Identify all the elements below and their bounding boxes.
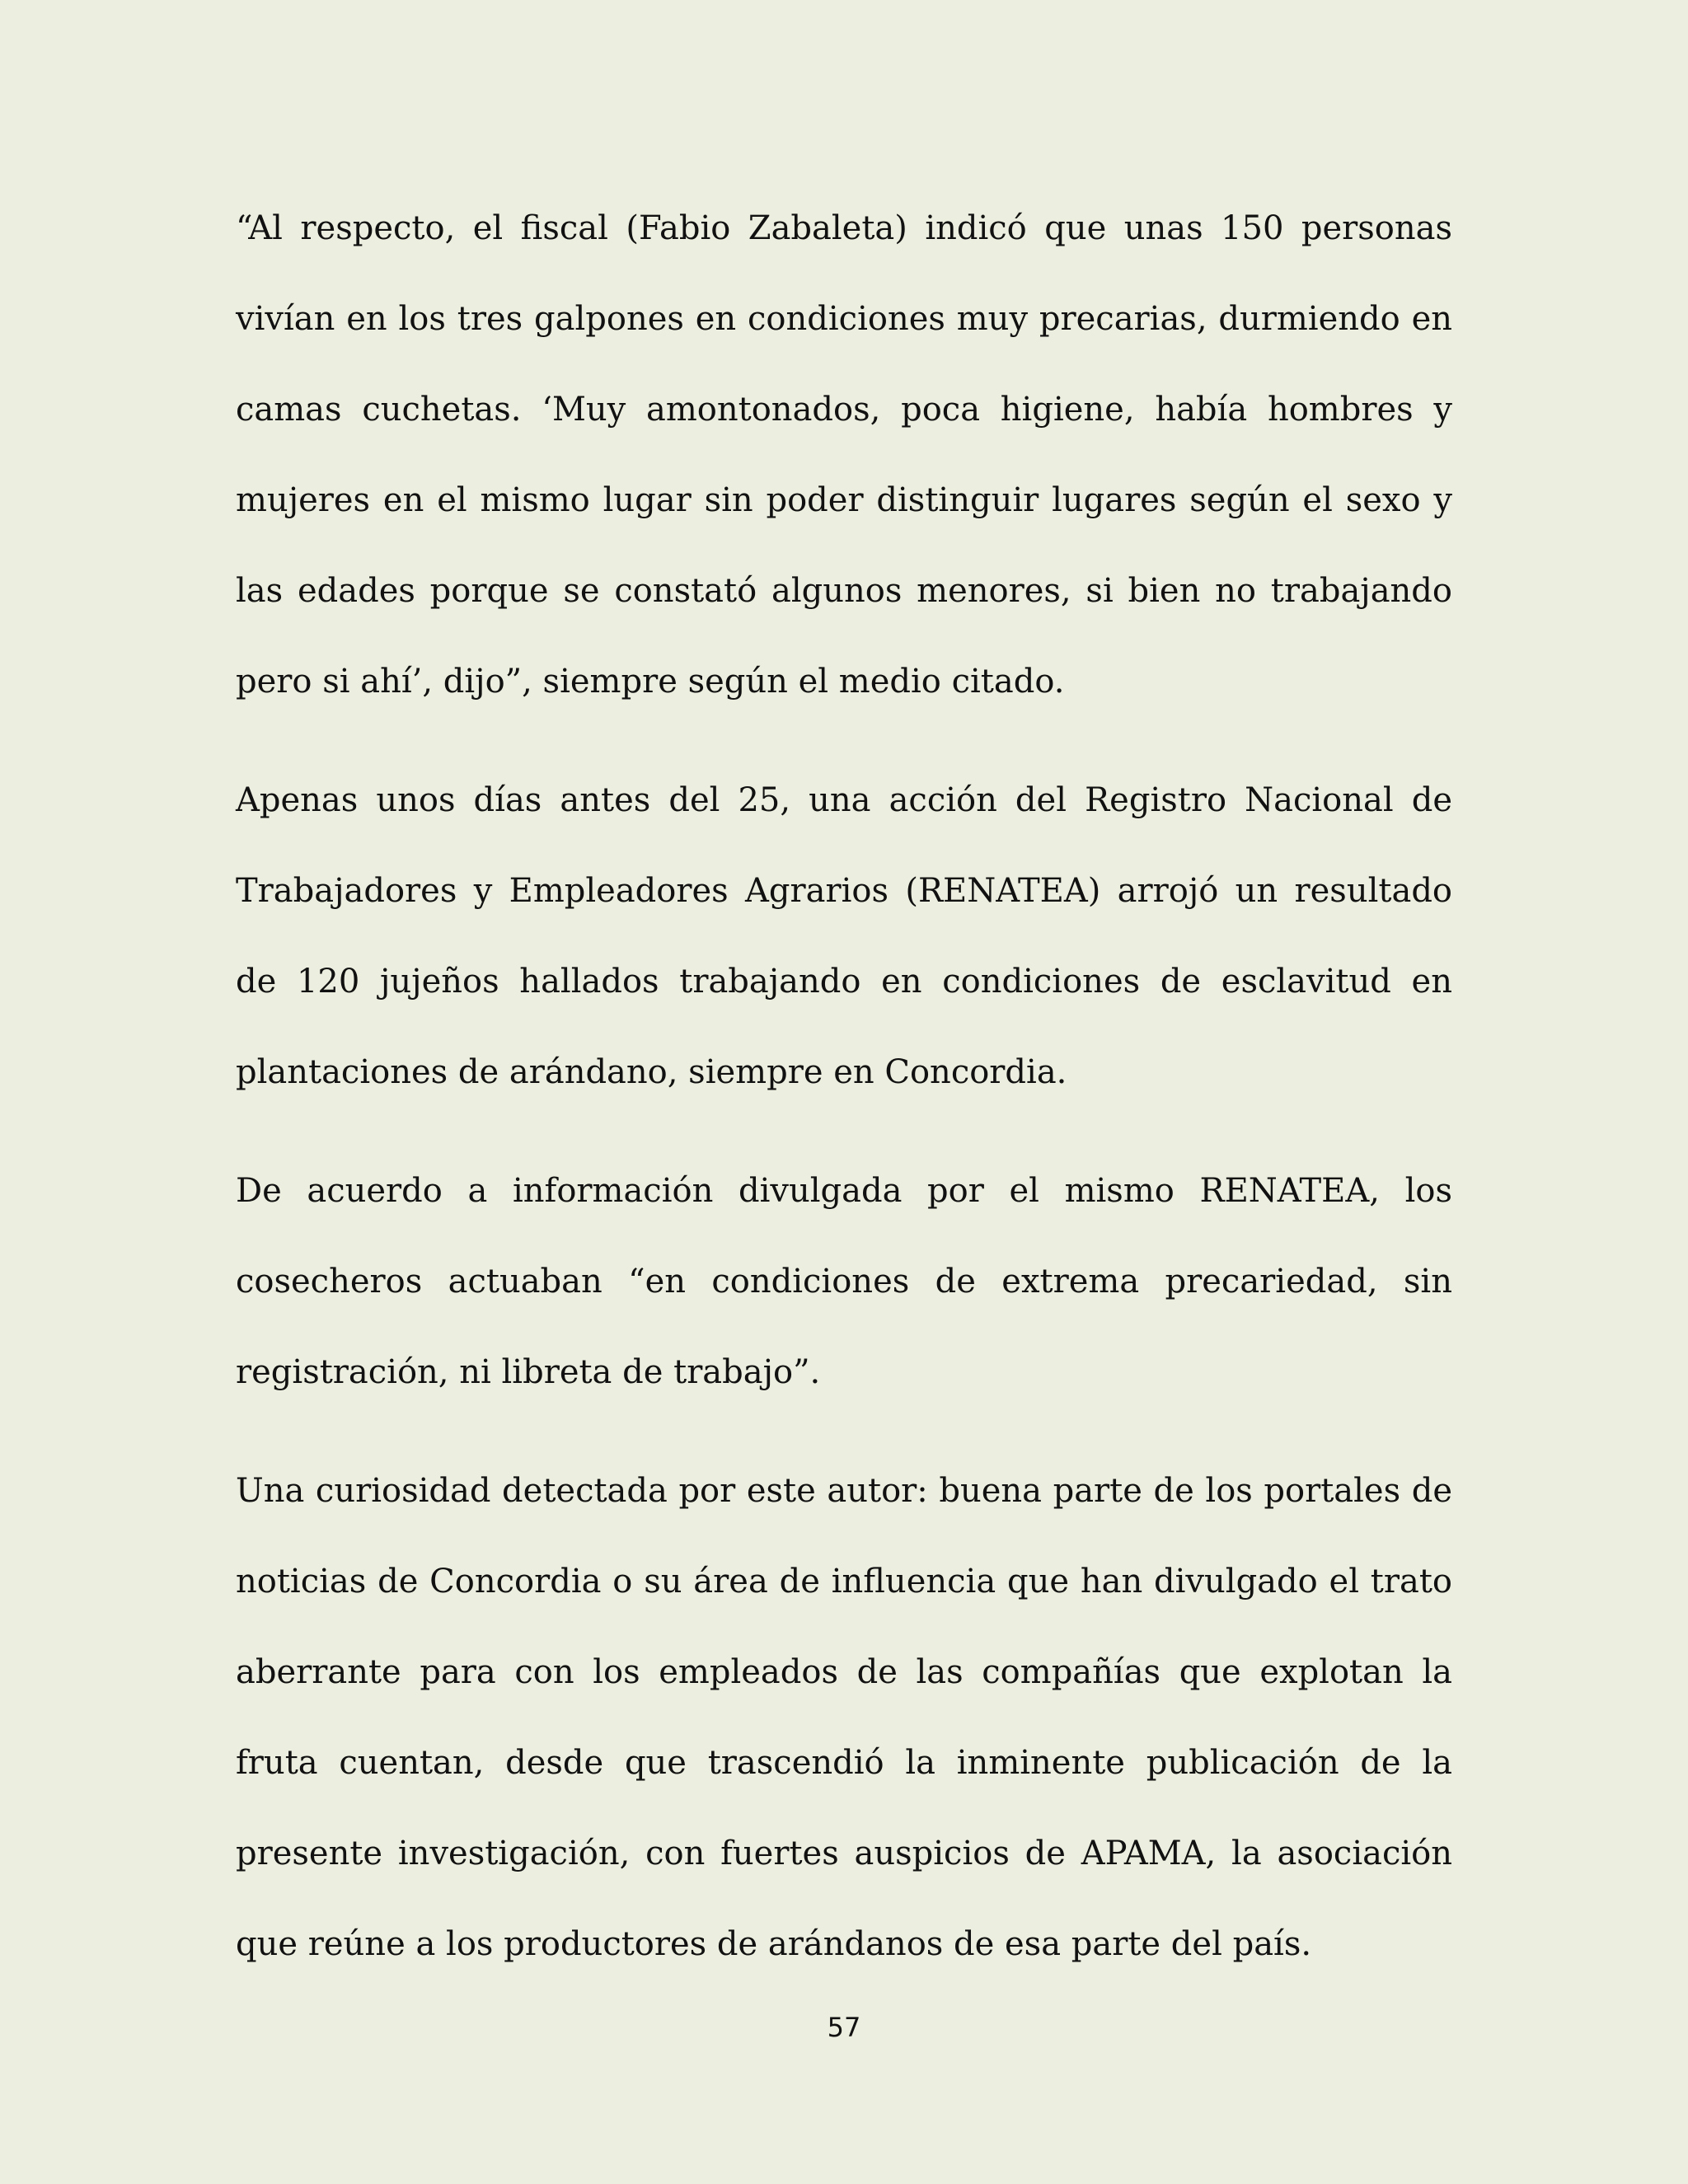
paragraph-2: Apenas unos días antes del 25, una acción del Registro Nacional de Trabajadores y Empleadores Agrarios (RENATEA) arrojó un resultado de 120 jujeños hallados trabajando en condiciones de esclavitud en plantaciones de arándano, siempre en Concordia. bbox=[236, 781, 1452, 1091]
body-text bbox=[236, 183, 1452, 1990]
paragraph-4: Una curiosidad detectada por este autor: buena parte de los portales de noticias de Concordia o su área de influencia que han divulgado el trato aberrante para con los empleados de las compañías que explotan la fruta cuentan, desde que trascendió la inminente publicación de la presente investigación, con fuertes auspicios de APAMA, la asociación que reúne a los productores de arándanos de esa parte del país. bbox=[236, 1472, 1452, 1963]
paragraph-3: De acuerdo a información divulgada por el mismo RENATEA, los cosecheros actuaban “en condiciones de extrema precariedad, sin registración, ni libreta de trabajo”. bbox=[236, 1172, 1452, 1391]
paragraph-1: “Al respecto, el fiscal (Fabio Zabaleta) indicó que unas 150 personas vivían en los tres galpones en condiciones muy precarias, durmiendo en camas cuchetas. ‘Muy amontonados, poca higiene, había hombres y mujeres en el mismo lugar sin poder distinguir lugares según el sexo y las edades porque se constató algunos menores, si bien no trabajando pero si ahí’, dijo”, siempre según el medio citado. bbox=[236, 209, 1452, 701]
page-number: 57 bbox=[827, 2012, 861, 2043]
